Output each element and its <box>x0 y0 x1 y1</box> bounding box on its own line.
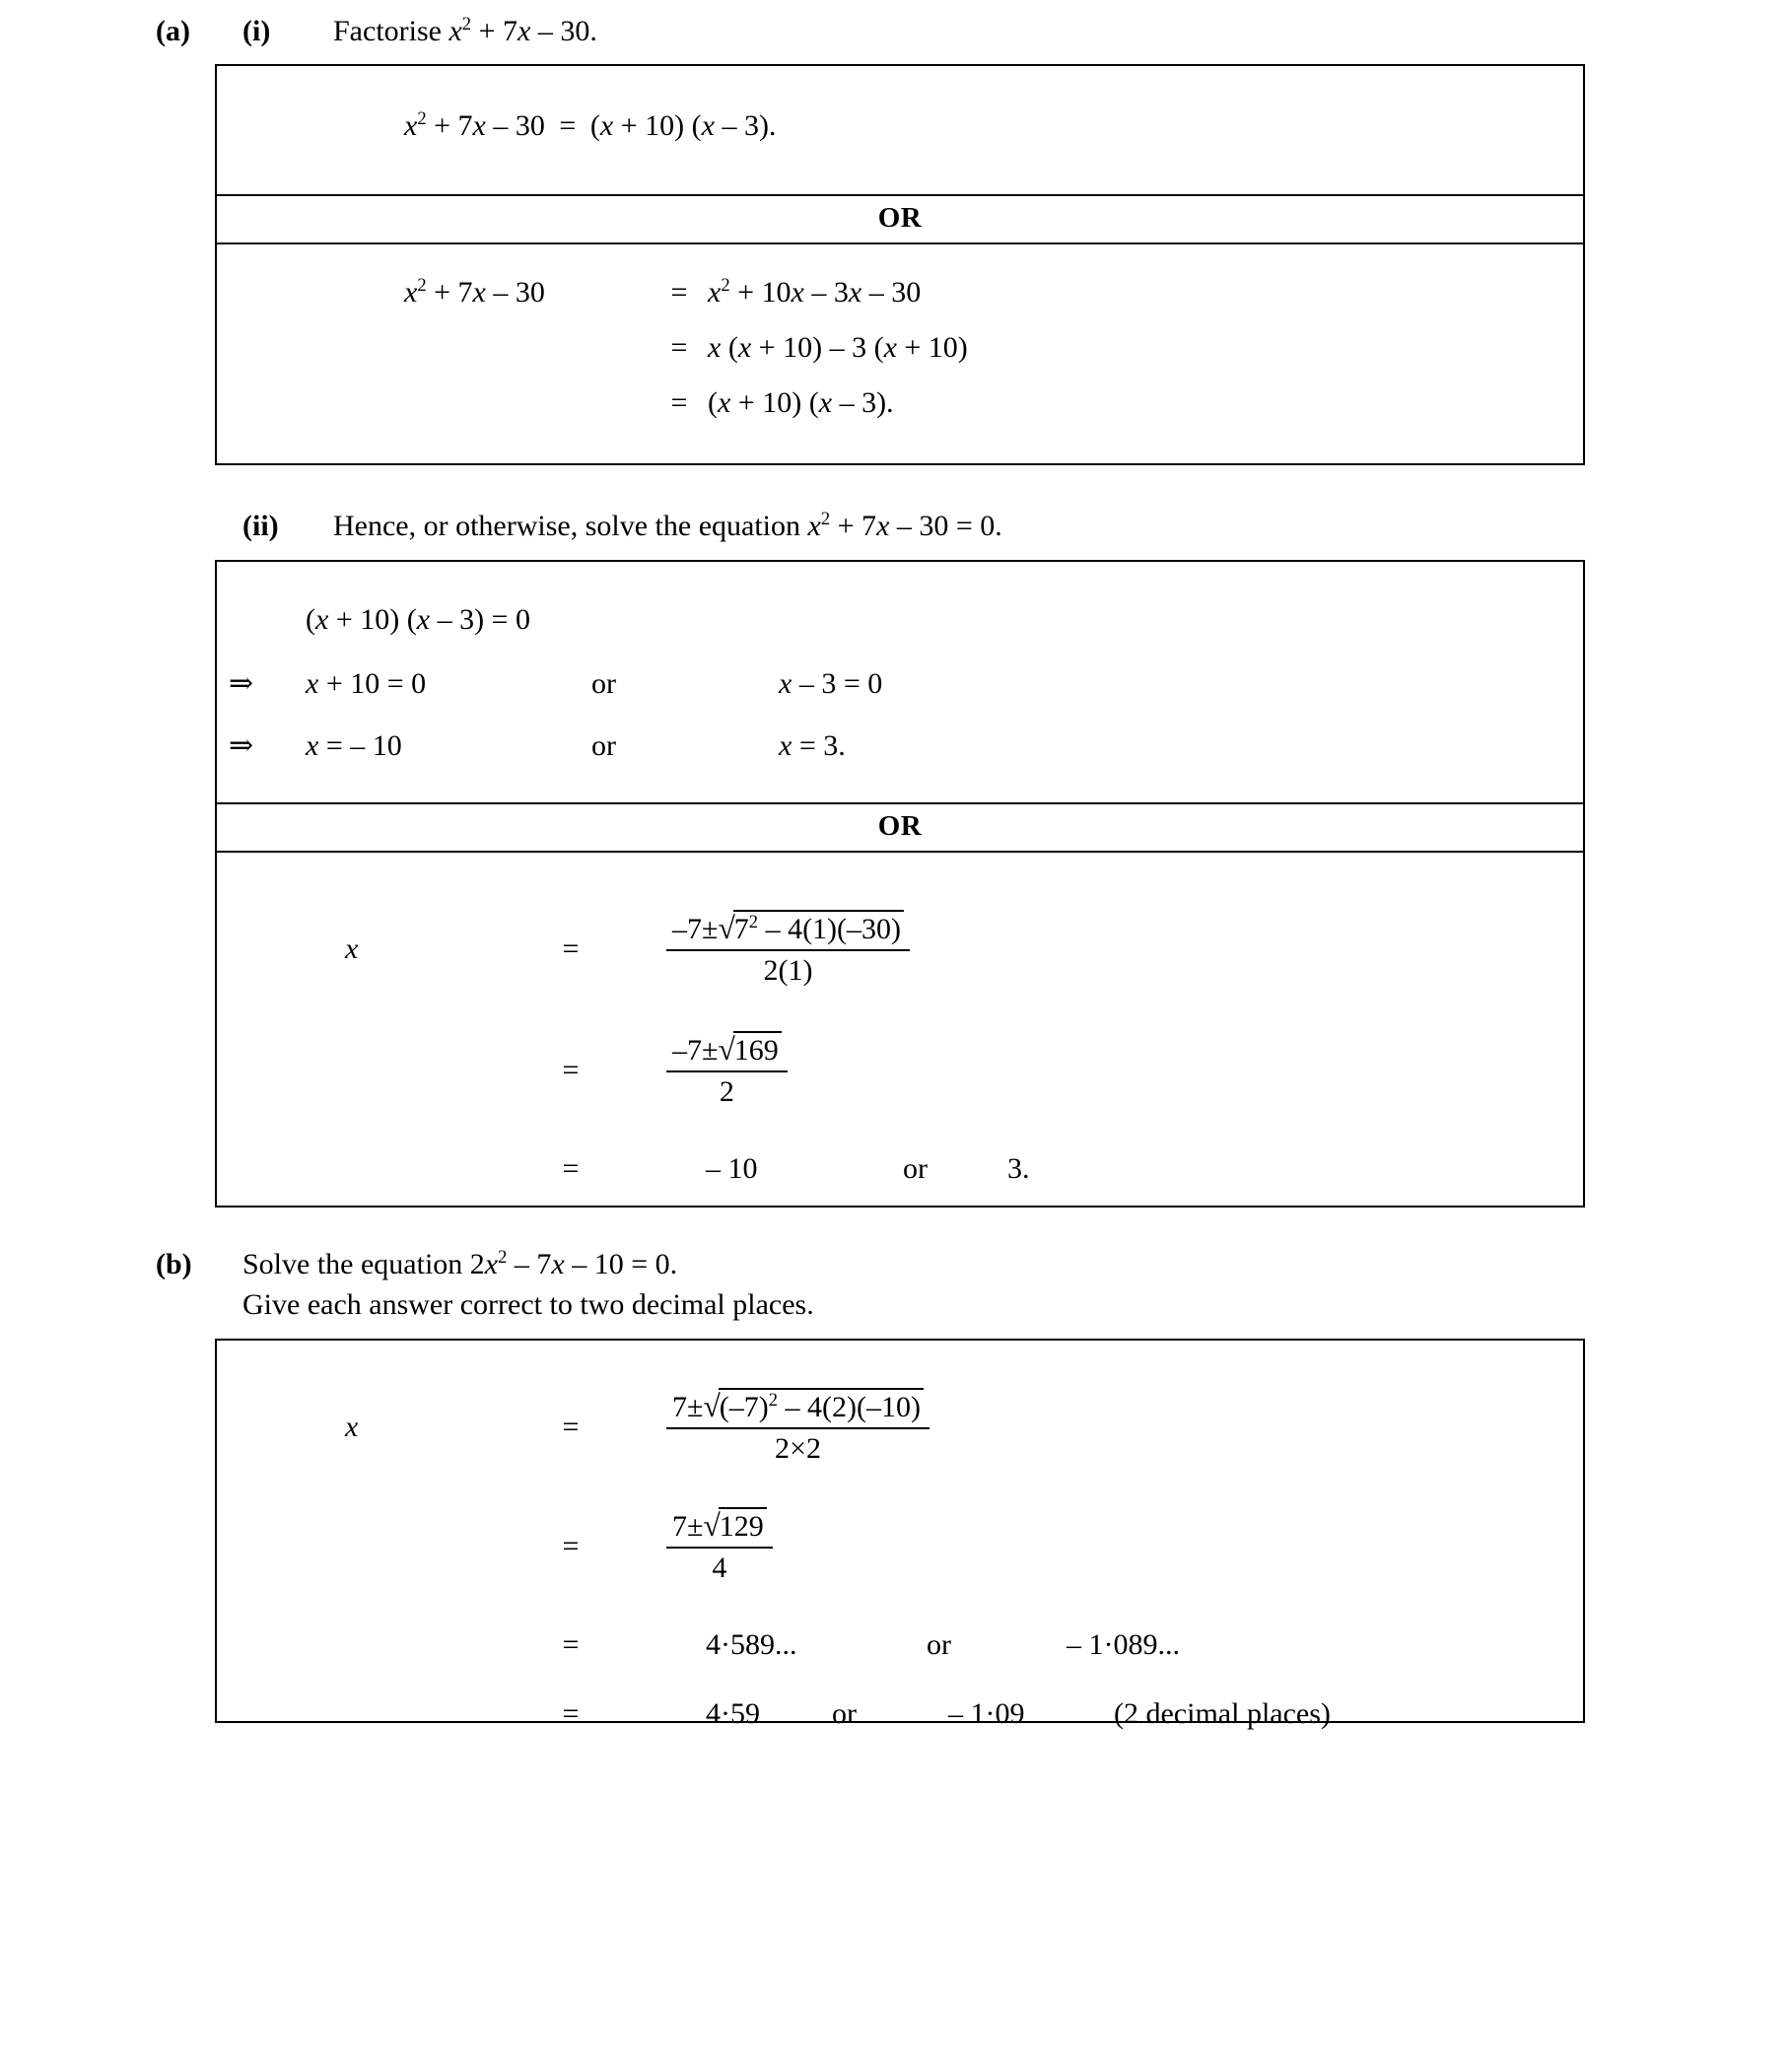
prompt-b-text <box>242 1245 1792 1325</box>
root-value-right: x = 3. <box>779 728 846 762</box>
or-connector: or <box>591 728 616 762</box>
result-value-1: – 10 <box>706 1152 758 1185</box>
or-divider-a-i: OR <box>217 194 1583 244</box>
quadratic-formula-row <box>217 853 1583 988</box>
equation-rhs: x (x + 10) – 3 (x + 10) <box>708 330 968 364</box>
fraction-denominator: 2×2 <box>775 1432 821 1465</box>
quadratic-formula-row <box>217 1466 1583 1585</box>
prompt-b-line-2: Give each answer correct to two decimal places. <box>242 1287 814 1321</box>
prompt-b-line-1: Solve the equation $2x^2 - 7x - 10 = 0$. <box>242 1247 678 1280</box>
quadratic-formula-fraction <box>666 1388 930 1466</box>
fraction-denominator: 2(1) <box>763 954 813 987</box>
equals-sign: = <box>562 932 580 965</box>
factorised-equation: (x + 10) (x – 3) = 0 <box>306 603 530 636</box>
or-connector: or <box>832 1697 857 1730</box>
result-value-1: 4·59 <box>706 1697 760 1730</box>
radical-icon: $√7^2 - 4(1)(-30)$ <box>718 910 904 946</box>
subpart-label-i: (i) <box>242 15 271 47</box>
or-connector: or <box>903 1152 928 1185</box>
equals-sign: = <box>562 1410 580 1443</box>
quadratic-formula-row <box>217 988 1583 1109</box>
root-equation-left: x + 10 = 0 <box>306 666 427 700</box>
prompt-b-prefix: Solve the equation <box>242 1248 470 1280</box>
or-connector: or <box>591 666 616 700</box>
prompt-a-i-prefix: Factorise <box>333 15 449 47</box>
radical-icon: $√(-7)^2 - 4(2)(-10)$ <box>703 1388 924 1424</box>
equation-row <box>217 562 1583 637</box>
result-value-2: 3. <box>1007 1152 1030 1185</box>
fraction-numerator: 7±√129 <box>666 1507 773 1549</box>
equation-row <box>217 637 1583 701</box>
equation-rhs: (x + 10) (x – 3). <box>589 108 777 142</box>
equation-row <box>217 244 1583 310</box>
answer-box-a-ii <box>215 560 1585 1208</box>
implies-arrow-icon: ⇒ <box>229 667 254 700</box>
equation-rhs: $x^2 + 10x - 3x - 30$ <box>708 274 922 309</box>
equation-row <box>217 310 1583 365</box>
equals-sign: = <box>562 1053 580 1086</box>
subpart-label-ii: (ii) <box>242 509 279 542</box>
equals-sign: = <box>562 1628 580 1661</box>
rounding-note: (2 decimal places) <box>1114 1697 1331 1730</box>
result-value-2: – 1·09 <box>948 1697 1025 1730</box>
answer-box-a-i-alternative <box>217 244 1583 463</box>
answer-box-a-i <box>215 64 1585 465</box>
equals-sign: = <box>562 1152 580 1185</box>
equals-sign: = <box>670 385 688 419</box>
equation-lhs: $x^2 + 7x - 30$ <box>404 107 545 142</box>
equals-sign: = <box>562 1697 580 1730</box>
prompt-b <box>0 1208 1792 1325</box>
fraction-denominator: 4 <box>712 1552 727 1584</box>
implies-arrow-icon: ⇒ <box>229 729 254 762</box>
prompt-a-i <box>0 0 1792 52</box>
quadratic-formula-row <box>217 1341 1583 1466</box>
equation-row <box>217 701 1583 763</box>
root-equation-right: x – 3 = 0 <box>779 666 883 700</box>
radical-icon: √129 <box>703 1507 766 1544</box>
root-value-left: x = – 10 <box>306 728 402 762</box>
fraction-numerator: $-7\pm√7^2 - 4(1)(-30)$ <box>666 910 910 951</box>
answer-box-a-i-primary <box>217 66 1583 194</box>
result-value-2: – 1·089... <box>1067 1628 1180 1661</box>
simplified-fraction <box>666 1031 788 1109</box>
simplified-fraction <box>666 1507 773 1585</box>
prompt-a-i-text: Factorise $x^2 + 7x - 30$. <box>333 14 597 47</box>
prompt-a-ii <box>0 465 1792 547</box>
equation-rhs: (x + 10) (x – 3). <box>708 385 894 419</box>
or-connector: or <box>927 1628 951 1661</box>
radical-icon: √169 <box>718 1031 781 1068</box>
part-label-b: (b) <box>156 1248 192 1280</box>
fraction-numerator: –7±√169 <box>666 1031 788 1072</box>
answer-box-a-ii-factor <box>217 562 1583 802</box>
result-row-exact <box>217 1585 1583 1662</box>
prompt-a-ii-prefix: Hence, or otherwise, solve the equation <box>333 509 808 542</box>
equals-sign: = <box>559 108 577 142</box>
result-row-rounded <box>217 1662 1583 1731</box>
variable-x: x <box>345 1410 359 1443</box>
part-label-a: (a) <box>156 15 190 47</box>
fraction-numerator: $7\pm√(-7)^2 - 4(2)(-10)$ <box>666 1388 930 1429</box>
equals-sign: = <box>562 1529 580 1562</box>
equals-sign: = <box>670 275 688 309</box>
answer-box-b <box>215 1339 1585 1730</box>
equals-sign: = <box>670 330 688 364</box>
formula-result-row <box>217 1109 1583 1186</box>
equation-lhs: $x^2 + 7x - 30$ <box>404 274 545 309</box>
or-divider-a-ii: OR <box>217 802 1583 853</box>
equation-row <box>217 365 1583 420</box>
variable-x: x <box>345 932 359 965</box>
quadratic-formula-fraction <box>666 910 910 988</box>
equation-row <box>217 66 1583 143</box>
result-value-1: 4·589... <box>706 1628 797 1661</box>
fraction-denominator: 2 <box>719 1075 734 1108</box>
prompt-a-ii-text: Hence, or otherwise, solve the equation $x^2 + 7x - 30 = 0$. <box>333 508 1002 542</box>
answer-box-a-ii-formula <box>217 853 1583 1206</box>
